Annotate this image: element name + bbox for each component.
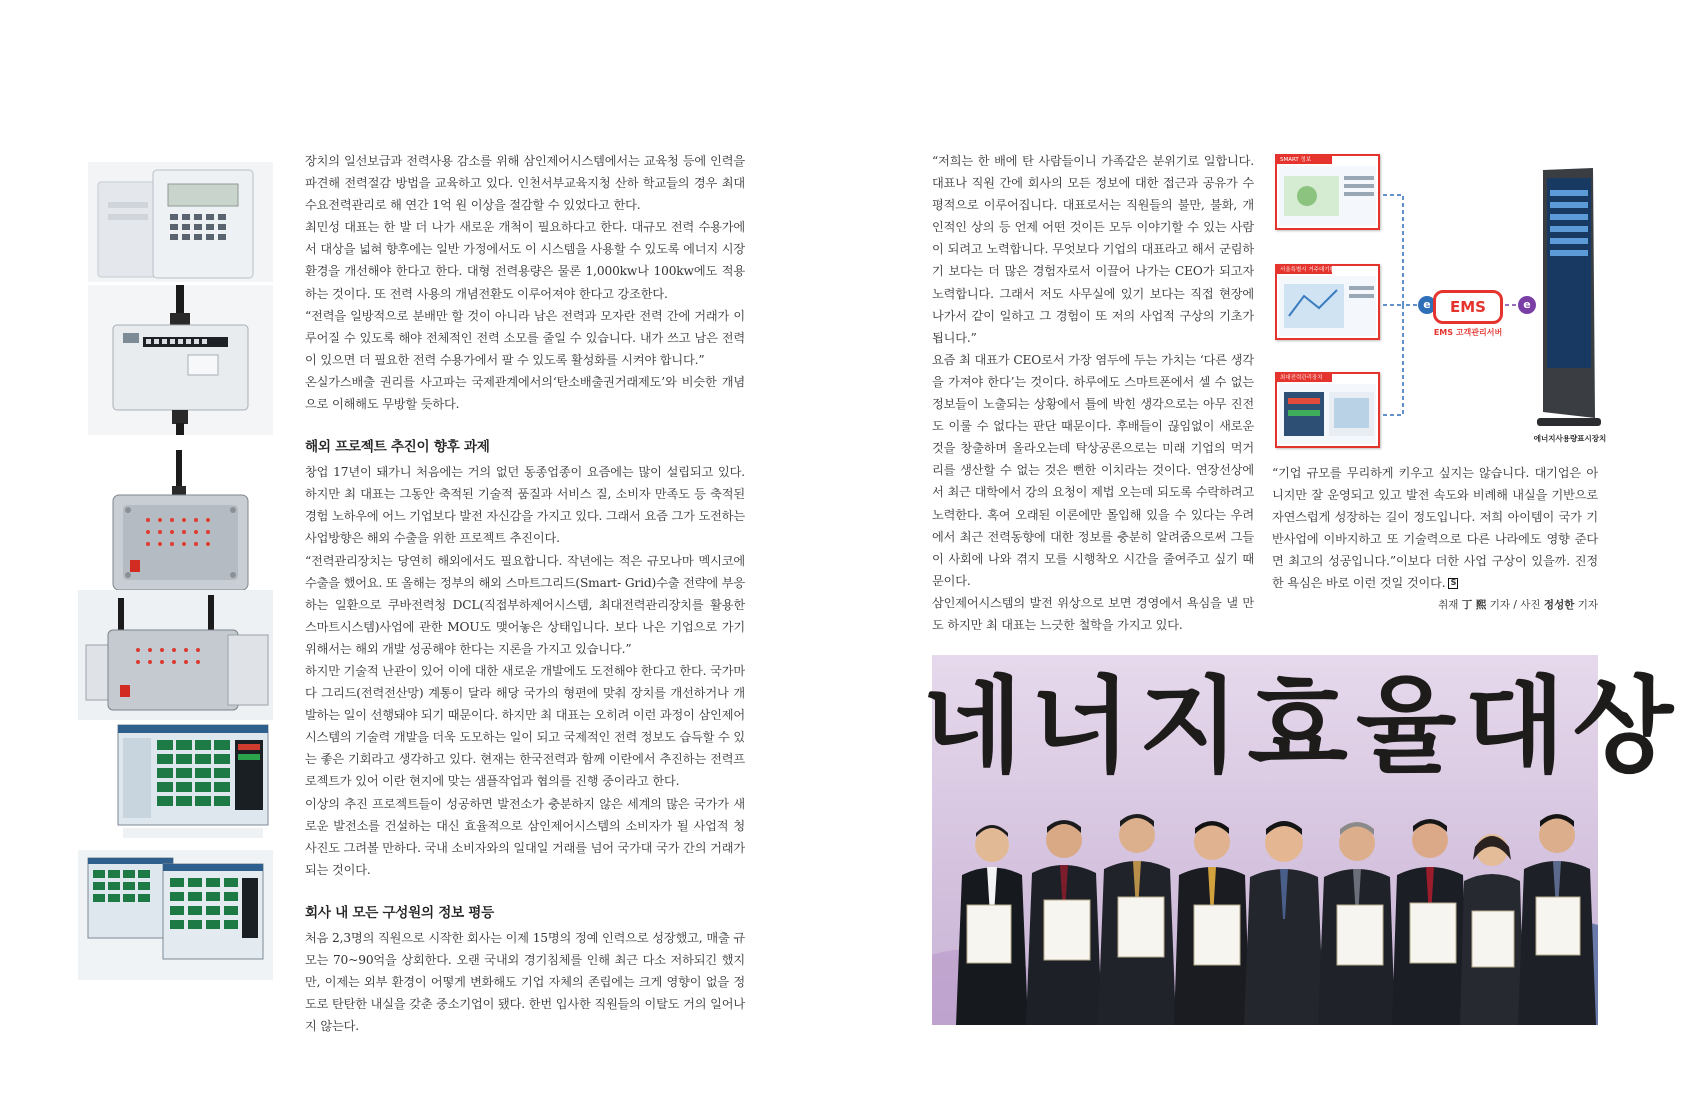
screen-caption: 서울특별시 거주대기환경정보 [1277, 266, 1332, 274]
peak-power-screen [1275, 372, 1380, 448]
left-article-column [305, 150, 745, 1037]
paragraph: “전력을 일방적으로 분배만 할 것이 아니라 남은 전력과 모자란 전력 간에 거래가 이루어질 수 있도록 해야 전체적인 전력 소모를 줄일 수 있습니다. 내가 쓰고 남은 전력이 있으면 더 필요한 전력 수용가에서 팔 수 있도록 활성화를 시켜야 합니다.” [305, 308, 745, 367]
led-controller-photo [98, 450, 263, 600]
photographer-role: 기자 [1577, 599, 1598, 611]
dashboard-icon [1279, 384, 1379, 444]
map-illustration-icon [1279, 166, 1379, 226]
internet-explorer-icon: e [1518, 296, 1536, 314]
end-mark-icon: S [1448, 578, 1458, 589]
reporter-role: 기자 / 사진 [1489, 599, 1541, 611]
energy-display-label: 에너지사용량표시장치 [1533, 434, 1607, 443]
byline-credit [1272, 597, 1598, 612]
ems-server-label: EMS 고객관리서버 [1433, 328, 1503, 337]
paragraph: “저희는 한 배에 탄 사람들이니 가족같은 분위기로 일합니다. 대표나 직원 간에 회사의 모든 정보에 대한 접근과 공유가 수평적으로 이루어집니다. 대표로서는 직원들의 불만, 불화, 개인적인 상의 등 언제 어떤 것이든 모두 이야기할 수 있는 사람이 되려고 노력합니다. 무엇보다 기업의 대표라고 해서 군림하기 보다는 더 많은 경험자로서 이끌어 나가는 CEO가 되고자 노력합니다. 그래서 저도 사무실에 있기 보다는 직접 현장에 나가서 같이 일하고 그 경험이 또 저의 사업적 구상의 기초가 됩니다.” [932, 154, 1254, 345]
paragraph [1272, 462, 1598, 595]
person-figure [956, 814, 1596, 1025]
award-banner-text: 네너지효율대상 [922, 664, 1681, 787]
software-screenshot-photo [113, 720, 273, 840]
power-controller-photo [88, 162, 273, 282]
right-closing-column [1272, 462, 1598, 595]
credit-prefix: 취재 [1438, 599, 1459, 611]
air-quality-screen [1275, 264, 1380, 340]
award-recipients [932, 655, 1598, 1025]
section-heading-overseas: 해외 프로젝트 추진이 향후 과제 [305, 439, 490, 456]
closing-paragraph-text: “기업 규모를 무리하게 키우고 싶지는 않습니다. 대기업은 아니지만 잘 운영되고 있고 발전 속도와 비례해 내실을 기반으로 자연스럽게 성장하는 길이 정도입니다. 저희 아이템이 국가 기반사업에 이바지하고 또 기술력으로 다른 나라에도 영향 준다면 최고의 성공입니다.”이보다 더한 사업 구상이 있을까. 진정한 욕심은 바로 이런 것일 것이다. [1272, 466, 1598, 591]
paragraph: “전력관리장치는 당연히 해외에서도 필요합니다. 작년에는 적은 규모나마 멕시코에 수출을 했어요. 또 올해는 정부의 해외 스마트그리드(Smart- Grid)수출 전략에 부응하는 일환으로 쿠바전력청 DCL(직접부하제어시스템, 최대전력관리장치를 활용한 스마트시스템)사업에 관한 MOU도 맺어놓은 상태입니다. 보다 나은 기업으로 가기 위해서는 해외 개발 성공해야 한다는 지론을 가지고 있습니다.” [305, 553, 745, 656]
right-article-column [932, 150, 1254, 636]
paragraph: 하지만 기술적 난관이 있어 이에 대한 새로운 개발에도 도전해야 한다고 한다. 국가마다 그리드(전력전산망) 계통이 달라 해당 국가의 형편에 맞춰 장치를 개선하거나 개발하는 일이 선행돼야 되기 때문이다. 하지만 최 대표는 오히려 이런 과정이 삼인제어시스템의 기술력 개발을 더욱 도모하는 일이 되고 국제적인 전력 정보도 습득할 수 있는 좋은 기회라고 생각하고 있다. 현재는 한국전력과 함께 이란에서 추진하는 전력프로젝트가 있어 이란 현지에 맞는 샘플작업과 협의를 진행 중이라고 한다. [305, 663, 745, 789]
section-heading-equality: 회사 내 모든 구성원의 정보 평등 [305, 904, 494, 921]
reporter-name: 丁 熙 [1461, 599, 1487, 611]
load-control-box-photo [88, 285, 273, 435]
smart-info-screen [1275, 154, 1380, 230]
ems-server-badge: EMS [1433, 290, 1503, 324]
paragraph: 요즘 최 대표가 CEO로서 가장 염두에 두는 가치는 ‘다른 생각을 가져야 한다’는 것이다. 하루에도 스마트폰에서 셀 수 없는 정보들이 노출되는 상황에서 틀에 박힌 생각으로는 아무 진전도 이룰 수 없다는 판단 때문이다. 후배들이 끊임없이 새로운 것을 창출하며 올라오는데 탁상공론으로는 미래 기업의 먹거리를 생산할 수 없는 것은 뻔한 이치라는 것이다. 연장선상에서 최근 대학에서 강의 요청이 제법 오는데 되도록 수락하려고 노력한다. 혹여 오래된 이론에만 몰입해 있을 수 있다는 우려에서 최근 전력동향에 대한 정보를 충분히 알려줌으로써 그들이 사회에 나와 겪지 모를 시행착오 시간을 줄여주고 싶기 때문이다. [932, 352, 1254, 588]
wireless-controller-photo [78, 590, 273, 720]
paragraph: 이상의 추진 프로젝트들이 성공하면 발전소가 충분하지 않은 세계의 많은 국가가 새로운 발전소를 건설하는 대신 효율적으로 삼인제어시스템의 소비자가 될 사업적 청사진도 그려볼 만하다. 국내 소비자와의 일대일 거래를 넘어 국가대 국가 간의 거래가 되는 것이다. [305, 796, 745, 877]
screen-caption: 최대전력관리장치 [1277, 374, 1332, 382]
screen-caption: SMART 정보 [1277, 156, 1332, 164]
paragraph: 최민성 대표는 한 발 더 나가 새로운 개척이 필요하다고 한다. 대규모 전력 수용가에서 대상을 넓혀 향후에는 일반 가정에서도 이 시스템을 사용할 수 있도록 에너지 시장 환경을 개선해야 한다고 한다. 대형 전력용량은 물론 1,000kw나 100kw에도 적용하는 것이다. 또 전력 사용의 개념전환도 이루어져야 한다고 강조한다. [305, 220, 745, 301]
paragraph: 처음 2,3명의 직원으로 시작한 회사는 이제 15명의 정예 인력으로 성장했고, 매출 규모는 70~90억을 상회한다. 오랜 국내외 경기침체를 인해 최근 다소 저하되긴 했지만, 이제는 외부 환경이 어떻게 변화해도 기업 자체의 존립에는 크게 영향이 없을 정도로 탄탄한 내실을 갖춘 중소기업이 됐다. 한번 입사한 직원들의 이탈도 거의 일어나지 않는다. [305, 930, 745, 1034]
award-ceremony-photo [922, 655, 1681, 1025]
city-map-icon [1279, 276, 1379, 336]
internet-explorer-icon: e [1418, 296, 1436, 314]
paragraph: 장치의 일선보급과 전력사용 감소를 위해 삼인제어시스템에서는 교육청 등에 인력을 파견해 전력절감 방법을 교육하고 있다. 인천서부교육지청 산하 학교들의 경우 최대수요전력관리로 해 연간 1억 원 이상을 절감할 수 있었다고 한다. [305, 154, 745, 213]
monitoring-software-photo [78, 850, 273, 980]
paragraph: 온실가스배출 권리를 사고파는 국제관계에서의‘탄소배출권거래제도’와 비슷한 개념으로 이해해도 무방할 듯하다. [305, 374, 745, 412]
photographer-name: 정성한 [1543, 599, 1575, 611]
product-photo-column [78, 150, 283, 990]
paragraph: 창업 17년이 돼가니 처음에는 거의 없던 동종업종이 요즘에는 많이 설립되고 있다. 하지만 최 대표는 그동안 축적된 기술적 품질과 서비스 질, 소비자 만족도 등 축적된 경험 노하우에 어느 기업보다 발전 자신감을 가지고 있다. 그래서 요즘 그가 도전하는 사업방향은 해외 수출을 위한 프로젝트 추진이다. [305, 465, 745, 546]
paragraph: 삼인제어시스템의 발전 위상으로 보면 경영에서 욕심을 낼 만도 하지만 최 대표는 느긋한 철학을 가지고 있다. [932, 595, 1254, 632]
